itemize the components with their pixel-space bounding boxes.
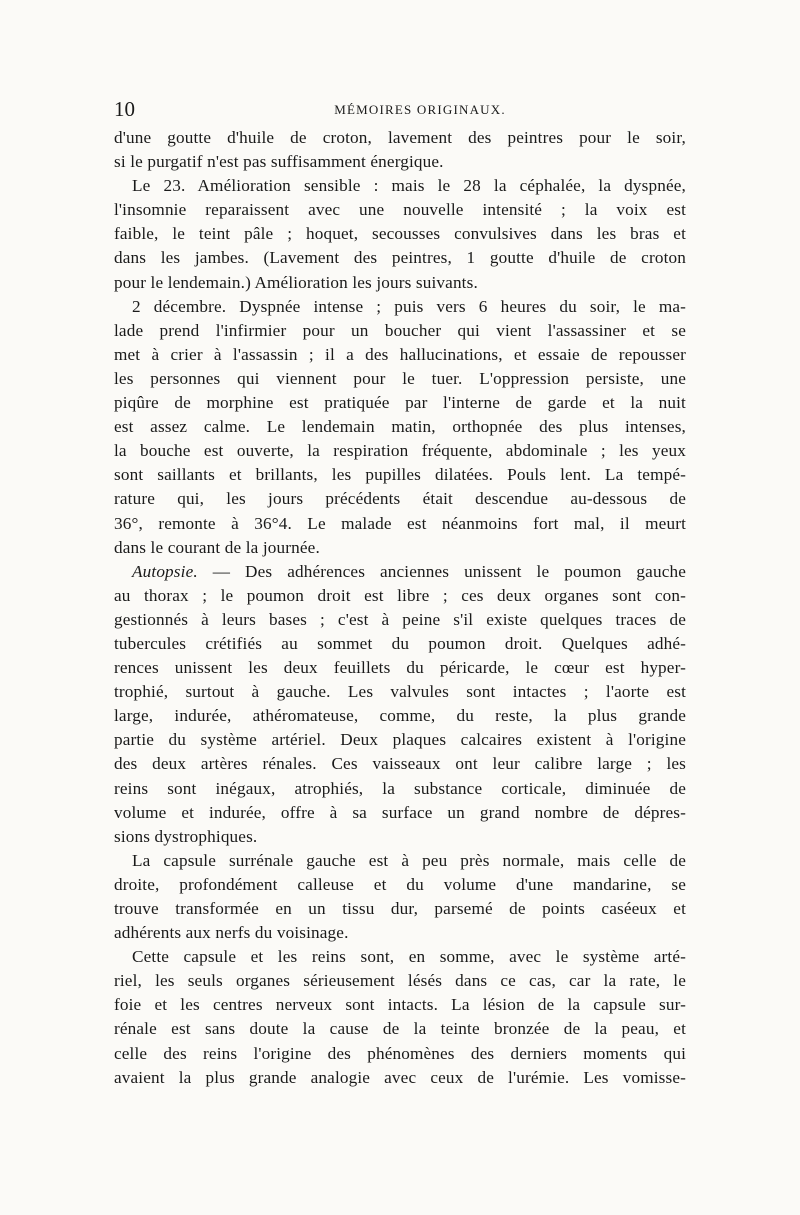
text-line [114, 271, 686, 295]
line-text: Cette capsule et les reins sont, en somme, avec le système arté- [132, 947, 686, 967]
line-text: droite, profondément calleuse et du volume d'une mandarine, se [114, 874, 686, 894]
line-text: au thorax ; le poumon droit est libre ; ces deux organes sont con- [114, 585, 686, 605]
text-line [114, 777, 686, 801]
page-number: 10 [114, 97, 135, 121]
line-text: l'insomnie reparaissent avec une nouvelle intensité ; la voix est [114, 200, 686, 220]
line-text: des deux artères rénales. Ces vaisseaux ont leur calibre large ; les [114, 754, 686, 774]
line-text: reins sont inégaux, atrophiés, la substance corticale, diminuée de [114, 778, 686, 798]
text-line [114, 367, 686, 391]
line-text: Le 23. Amélioration sensible : mais le 28 la céphalée, la dyspnée, [132, 176, 686, 196]
text-line [114, 198, 686, 222]
line-text: dans les jambes. (Lavement des peintres, 1 goutte d'huile de croton [114, 248, 686, 268]
line-text: sions dystrophiques. [114, 826, 258, 846]
text-line [114, 343, 686, 367]
text-line [114, 680, 686, 704]
text-line [114, 560, 686, 584]
text-line [114, 993, 686, 1017]
text-line [114, 752, 686, 776]
text-line [114, 921, 686, 945]
line-text: La capsule surrénale gauche est à peu près normale, mais celle de [132, 850, 686, 870]
text-line [114, 439, 686, 463]
text-line [114, 608, 686, 632]
line-text: 2 décembre. Dyspnée intense ; puis vers 6 heures du soir, le ma- [132, 296, 686, 316]
text-line [114, 656, 686, 680]
text-line [114, 150, 686, 174]
text-line [114, 512, 686, 536]
text-line [114, 728, 686, 752]
line-text: la bouche est ouverte, la respiration fréquente, abdominale ; les yeux [114, 441, 686, 461]
line-text: pour le lendemain.) Amélioration les jours suivants. [114, 272, 478, 292]
line-text: les personnes qui viennent pour le tuer. L'oppression persiste, une [114, 368, 686, 388]
paragraph [114, 174, 686, 294]
text-line [114, 632, 686, 656]
line-text: rences unissent les deux feuillets du péricarde, le cœur est hyper- [114, 658, 686, 678]
line-text: volume et indurée, offre à sa surface un grand nombre de dépres- [114, 802, 686, 822]
text-line [114, 126, 686, 150]
text-line [114, 969, 686, 993]
text-line [114, 825, 686, 849]
line-text: faible, le teint pâle ; hoquet, secousses convulsives dans les bras et [114, 224, 686, 244]
text-body [114, 126, 686, 1090]
text-line [114, 415, 686, 439]
text-line [114, 487, 686, 511]
line-text: trophié, surtout à gauche. Les valvules sont intactes ; l'aorte est [114, 682, 686, 702]
line-text: — Des adhérences anciennes unissent le poumon gauche [197, 561, 686, 581]
paragraph [114, 945, 686, 1090]
line-text: si le purgatif n'est pas suffisamment énergique. [114, 152, 444, 172]
line-text: adhérents aux nerfs du voisinage. [114, 923, 349, 943]
text-line [114, 295, 686, 319]
text-line [114, 222, 686, 246]
paragraph [114, 849, 686, 945]
text-line [114, 801, 686, 825]
text-line [114, 319, 686, 343]
text-line [114, 584, 686, 608]
line-text: trouve transformée en un tissu dur, parsemé de points caséeux et [114, 899, 686, 918]
line-text: est assez calme. Le lendemain matin, orthopnée des plus intenses, [114, 417, 686, 437]
text-line [114, 463, 686, 487]
line-text: dans le courant de la journée. [114, 537, 320, 557]
text-line [114, 704, 686, 728]
book-page [114, 92, 686, 1090]
line-text: rénale est sans doute la cause de la teinte bronzée de la peau, et [114, 1019, 686, 1039]
paragraph [114, 295, 686, 560]
line-text: partie du système artériel. Deux plaques calcaires existent à l'origine [114, 730, 686, 750]
text-line [114, 897, 686, 921]
line-text: 36°, remonte à 36°4. Le malade est néanmoins fort mal, il meurt [114, 513, 686, 533]
running-title: MÉMOIRES ORIGINAUX. [334, 102, 506, 117]
line-text: met à crier à l'assassin ; il a des hallucinations, et essaie de repousser [114, 344, 686, 364]
line-text: d'une goutte d'huile de croton, lavement des peintres pour le soir, [114, 128, 686, 147]
text-line [114, 1042, 686, 1066]
text-line [114, 391, 686, 415]
line-text: celle des reins l'origine des phénomènes des derniers moments qui [114, 1043, 686, 1063]
paragraph [114, 560, 686, 849]
line-text: piqûre de morphine est pratiquée par l'interne de garde et la nuit [114, 393, 686, 413]
line-text: gestionnés à leurs bases ; c'est à peine s'il existe quelques traces de [114, 609, 686, 629]
paragraph [114, 126, 686, 174]
section-lead-italic: Autopsie. [132, 561, 198, 581]
text-line [114, 536, 686, 560]
text-line [114, 873, 686, 897]
line-text: riel, les seuls organes sérieusement lésés dans ce cas, car la rate, le [114, 971, 686, 991]
line-text: lade prend l'infirmier pour un boucher qui vient l'assassiner et se [114, 320, 686, 340]
line-text: foie et les centres nerveux sont intacts. La lésion de la capsule sur- [114, 995, 686, 1015]
text-line [114, 246, 686, 270]
line-text: avaient la plus grande analogie avec ceux de l'urémie. Les vomisse- [114, 1067, 686, 1087]
running-head [114, 92, 686, 126]
text-line [114, 1066, 686, 1090]
text-line [114, 945, 686, 969]
text-line [114, 1017, 686, 1041]
line-text: tubercules crétifiés au sommet du poumon droit. Quelques adhé- [114, 633, 686, 653]
line-text: rature qui, les jours précédents était descendue au-dessous de [114, 489, 686, 509]
text-line [114, 849, 686, 873]
text-line [114, 174, 686, 198]
line-text: sont saillants et brillants, les pupilles dilatées. Pouls lent. La tempé- [114, 465, 686, 485]
line-text: large, indurée, athéromateuse, comme, du reste, la plus grande [114, 706, 686, 726]
